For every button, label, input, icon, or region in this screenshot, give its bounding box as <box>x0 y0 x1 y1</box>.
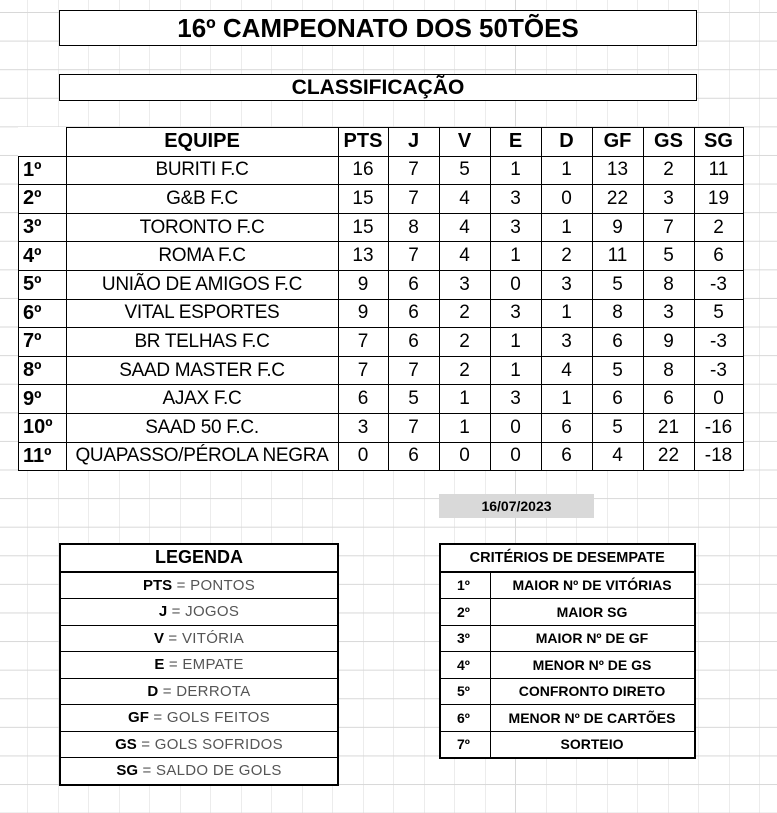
cell-v: 1 <box>439 385 490 414</box>
legend-row <box>60 625 338 652</box>
header-position-blank <box>19 128 67 157</box>
cell-v: 5 <box>439 156 490 185</box>
legend-key: J <box>158 603 168 621</box>
legend-item <box>60 572 338 599</box>
cell-pos: 11º <box>19 442 67 471</box>
cell-d: 1 <box>541 156 592 185</box>
table-row <box>19 356 744 385</box>
legend-item <box>60 678 338 705</box>
cell-team: BURITI F.C <box>66 156 338 185</box>
cell-d: 1 <box>541 213 592 242</box>
cell-d: 1 <box>541 299 592 328</box>
table-row <box>19 185 744 214</box>
criteria-row <box>440 572 695 599</box>
cell-pts: 13 <box>338 242 388 271</box>
cell-pts: 9 <box>338 299 388 328</box>
legend-value: EMPATE <box>182 656 244 674</box>
legend-value: DERROTA <box>176 682 251 700</box>
cell-pos: 6º <box>19 299 67 328</box>
table-row <box>19 242 744 271</box>
cell-d: 6 <box>541 442 592 471</box>
legend-row <box>60 572 338 599</box>
criteria-rank: 1º <box>440 572 490 599</box>
cell-team: UNIÃO DE AMIGOS F.C <box>66 270 338 299</box>
cell-pos: 5º <box>19 270 67 299</box>
legend-row <box>60 731 338 758</box>
cell-pos: 1º <box>19 156 67 185</box>
cell-pos: 3º <box>19 213 67 242</box>
criteria-rank: 2º <box>440 599 490 626</box>
cell-sg: -3 <box>694 328 743 357</box>
page-title: 16º CAMPEONATO DOS 50TÕES <box>59 10 697 46</box>
cell-pts: 15 <box>338 185 388 214</box>
cell-pts: 7 <box>338 356 388 385</box>
cell-j: 7 <box>388 156 439 185</box>
legend-item <box>60 731 338 758</box>
cell-sg: 19 <box>694 185 743 214</box>
cell-sg: 5 <box>694 299 743 328</box>
cell-d: 3 <box>541 328 592 357</box>
cell-gs: 3 <box>643 185 694 214</box>
legend-item <box>60 758 338 785</box>
cell-gf: 5 <box>592 270 643 299</box>
cell-sg: -3 <box>694 356 743 385</box>
cell-pos: 8º <box>19 356 67 385</box>
header-j: J <box>388 128 439 157</box>
cell-team: ROMA F.C <box>66 242 338 271</box>
legend-key: GS <box>115 735 137 753</box>
cell-sg: -16 <box>694 413 743 442</box>
criteria-text: MAIOR Nº DE GF <box>490 625 695 652</box>
legend-row <box>60 705 338 732</box>
cell-pos: 4º <box>19 242 67 271</box>
cell-d: 1 <box>541 385 592 414</box>
cell-gf: 8 <box>592 299 643 328</box>
cell-pts: 7 <box>338 328 388 357</box>
cell-team: G&B F.C <box>66 185 338 214</box>
cell-sg: 2 <box>694 213 743 242</box>
table-row <box>19 328 744 357</box>
table-row <box>19 270 744 299</box>
cell-gs: 5 <box>643 242 694 271</box>
legend-item <box>60 652 338 679</box>
cell-gs: 21 <box>643 413 694 442</box>
legend-separator: = <box>148 709 167 727</box>
cell-pos: 9º <box>19 385 67 414</box>
cell-gs: 9 <box>643 328 694 357</box>
cell-e: 3 <box>490 299 541 328</box>
table-row <box>19 442 744 471</box>
cell-j: 7 <box>388 356 439 385</box>
legend-separator: = <box>164 656 183 674</box>
legend-row <box>60 599 338 626</box>
cell-v: 1 <box>439 413 490 442</box>
cell-team: VITAL ESPORTES <box>66 299 338 328</box>
legend-separator: = <box>138 762 157 780</box>
header-v: V <box>439 128 490 157</box>
cell-sg: 0 <box>694 385 743 414</box>
legend-key: E <box>154 656 165 674</box>
legend-row <box>60 678 338 705</box>
cell-pts: 9 <box>338 270 388 299</box>
cell-pos: 2º <box>19 185 67 214</box>
legend-value: PONTOS <box>190 576 256 594</box>
cell-gs: 2 <box>643 156 694 185</box>
cell-gf: 5 <box>592 413 643 442</box>
cell-j: 7 <box>388 413 439 442</box>
cell-v: 2 <box>439 328 490 357</box>
cell-gs: 3 <box>643 299 694 328</box>
legend-item <box>60 625 338 652</box>
criteria-text: MENOR Nº DE CARTÕES <box>490 705 695 732</box>
legend-key: PTS <box>142 576 173 594</box>
legend-separator: = <box>172 576 191 594</box>
cell-team: SAAD 50 F.C. <box>66 413 338 442</box>
cell-v: 2 <box>439 356 490 385</box>
legend-separator: = <box>163 629 182 647</box>
cell-e: 1 <box>490 156 541 185</box>
cell-d: 6 <box>541 413 592 442</box>
legend-separator: = <box>167 603 186 621</box>
legend-title: LEGENDA <box>60 544 338 572</box>
tiebreak-criteria-table <box>439 543 696 759</box>
cell-j: 5 <box>388 385 439 414</box>
cell-d: 0 <box>541 185 592 214</box>
cell-team: SAAD MASTER F.C <box>66 356 338 385</box>
cell-v: 4 <box>439 213 490 242</box>
cell-team: TORONTO F.C <box>66 213 338 242</box>
criteria-row <box>440 599 695 626</box>
table-row <box>19 213 744 242</box>
criteria-text: SORTEIO <box>490 731 695 758</box>
section-title: CLASSIFICAÇÃO <box>59 74 697 101</box>
cell-team: AJAX F.C <box>66 385 338 414</box>
criteria-rank: 4º <box>440 652 490 679</box>
cell-v: 4 <box>439 185 490 214</box>
cell-e: 3 <box>490 185 541 214</box>
cell-v: 3 <box>439 270 490 299</box>
cell-j: 7 <box>388 242 439 271</box>
legend-key: D <box>147 682 159 700</box>
criteria-text: MAIOR Nº DE VITÓRIAS <box>490 572 695 599</box>
cell-pts: 15 <box>338 213 388 242</box>
standings-header-row <box>19 128 744 157</box>
legend-key: GF <box>128 709 149 727</box>
legend-row <box>60 758 338 785</box>
cell-sg: 6 <box>694 242 743 271</box>
criteria-row <box>440 731 695 758</box>
table-row <box>19 299 744 328</box>
criteria-row <box>440 652 695 679</box>
header-pts: PTS <box>338 128 388 157</box>
table-row <box>19 156 744 185</box>
header-e: E <box>490 128 541 157</box>
cell-gf: 6 <box>592 385 643 414</box>
cell-v: 4 <box>439 242 490 271</box>
cell-e: 0 <box>490 413 541 442</box>
cell-gf: 4 <box>592 442 643 471</box>
cell-pts: 16 <box>338 156 388 185</box>
legend-value: VITÓRIA <box>181 629 245 647</box>
cell-sg: -18 <box>694 442 743 471</box>
cell-e: 1 <box>490 242 541 271</box>
header-team: EQUIPE <box>66 128 338 157</box>
criteria-rank: 3º <box>440 625 490 652</box>
legend-key: SG <box>116 762 139 780</box>
cell-team: QUAPASSO/PÉROLA NEGRA <box>66 442 338 471</box>
criteria-title: CRITÉRIOS DE DESEMPATE <box>440 544 695 572</box>
legend-value: GOLS FEITOS <box>166 709 270 727</box>
legend-table <box>59 543 339 786</box>
cell-d: 4 <box>541 356 592 385</box>
cell-d: 2 <box>541 242 592 271</box>
criteria-text: CONFRONTO DIRETO <box>490 678 695 705</box>
cell-gs: 22 <box>643 442 694 471</box>
criteria-row <box>440 678 695 705</box>
header-gf: GF <box>592 128 643 157</box>
cell-gs: 6 <box>643 385 694 414</box>
header-gs: GS <box>643 128 694 157</box>
legend-key: V <box>153 629 164 647</box>
cell-v: 2 <box>439 299 490 328</box>
cell-sg: 11 <box>694 156 743 185</box>
cell-gs: 8 <box>643 356 694 385</box>
cell-pts: 3 <box>338 413 388 442</box>
cell-j: 6 <box>388 299 439 328</box>
cell-v: 0 <box>439 442 490 471</box>
table-row <box>19 413 744 442</box>
cell-e: 3 <box>490 213 541 242</box>
cell-pos: 10º <box>19 413 67 442</box>
legend-separator: = <box>158 682 177 700</box>
criteria-row <box>440 625 695 652</box>
update-date: 16/07/2023 <box>439 494 594 518</box>
cell-pos: 7º <box>19 328 67 357</box>
legend-item <box>60 599 338 626</box>
legend-value: GOLS SOFRIDOS <box>154 735 283 753</box>
cell-pts: 6 <box>338 385 388 414</box>
criteria-rank: 7º <box>440 731 490 758</box>
cell-e: 0 <box>490 270 541 299</box>
cell-gf: 9 <box>592 213 643 242</box>
cell-team: BR TELHAS F.C <box>66 328 338 357</box>
cell-sg: -3 <box>694 270 743 299</box>
cell-j: 8 <box>388 213 439 242</box>
cell-gs: 8 <box>643 270 694 299</box>
criteria-text: MENOR Nº DE GS <box>490 652 695 679</box>
cell-gf: 5 <box>592 356 643 385</box>
cell-pts: 0 <box>338 442 388 471</box>
legend-item <box>60 705 338 732</box>
cell-gf: 22 <box>592 185 643 214</box>
criteria-text: MAIOR SG <box>490 599 695 626</box>
legend-value: SALDO DE GOLS <box>156 762 282 780</box>
legend-value: JOGOS <box>185 603 240 621</box>
criteria-rank: 5º <box>440 678 490 705</box>
cell-gf: 13 <box>592 156 643 185</box>
legend-row <box>60 652 338 679</box>
header-sg: SG <box>694 128 743 157</box>
cell-d: 3 <box>541 270 592 299</box>
cell-e: 1 <box>490 328 541 357</box>
criteria-row <box>440 705 695 732</box>
cell-j: 6 <box>388 442 439 471</box>
table-row <box>19 385 744 414</box>
cell-j: 7 <box>388 185 439 214</box>
criteria-rank: 6º <box>440 705 490 732</box>
standings-table <box>18 127 744 471</box>
cell-e: 1 <box>490 356 541 385</box>
cell-gf: 11 <box>592 242 643 271</box>
cell-e: 0 <box>490 442 541 471</box>
header-d: D <box>541 128 592 157</box>
cell-j: 6 <box>388 328 439 357</box>
cell-e: 3 <box>490 385 541 414</box>
legend-separator: = <box>136 735 155 753</box>
cell-j: 6 <box>388 270 439 299</box>
cell-gf: 6 <box>592 328 643 357</box>
cell-gs: 7 <box>643 213 694 242</box>
